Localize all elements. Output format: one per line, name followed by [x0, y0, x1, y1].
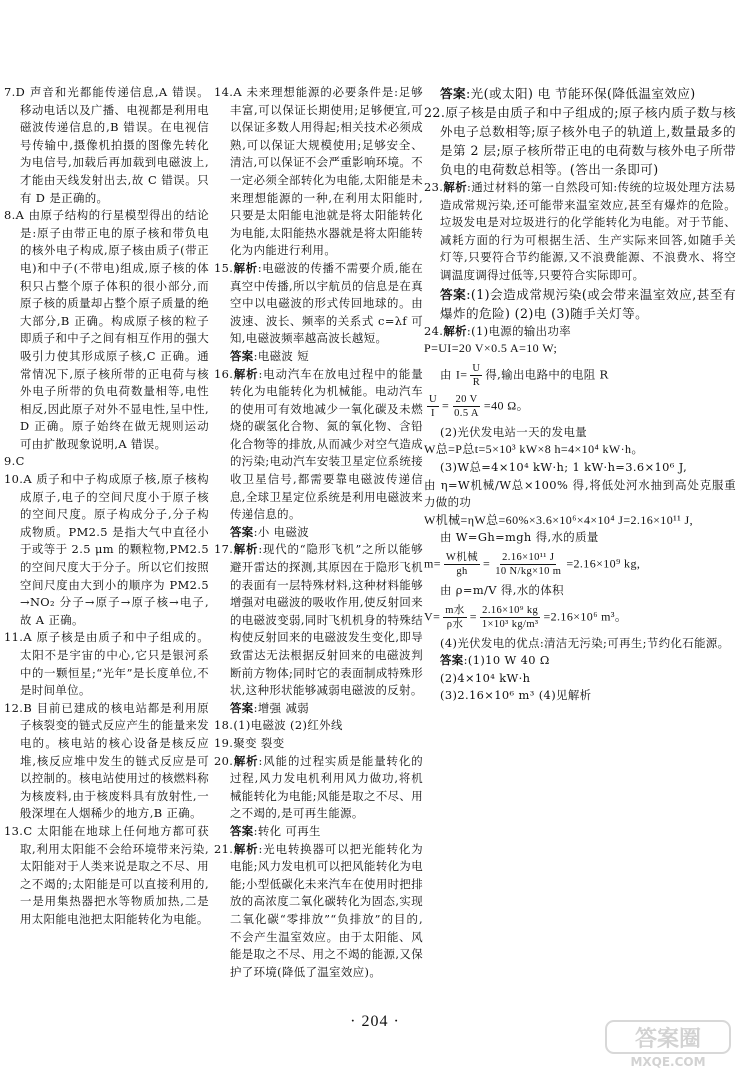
answer-label: 答案	[230, 524, 254, 539]
answer-15: 答案:电磁波 短	[230, 348, 310, 363]
question-10	[4, 471, 209, 629]
fraction-values	[493, 551, 563, 578]
question-number: 20.	[214, 753, 234, 768]
question-text: 聚变 裂变	[233, 735, 285, 750]
eq-volume: V= $\frac{\text{m水}}{\text{ρ水}}$ = $\frac{\text{2.16×10⁹ kg}}{\text{1×10³ kg/m³}}$ =2.16×10⁶ m³。	[424, 604, 628, 630]
answer-text: 小 电磁波	[257, 524, 310, 539]
question-number: 15.	[214, 260, 234, 275]
analysis-label: 解析	[443, 180, 468, 194]
question-14	[214, 84, 423, 260]
fraction-u-over-r	[470, 362, 482, 389]
fraction-den: ρ水	[446, 618, 464, 630]
fraction-num: 2.16×10¹¹ J	[502, 551, 555, 563]
question-7	[4, 84, 209, 207]
fraction-num: U	[472, 362, 481, 374]
answer-23: 答案:(1)会造成常规污染(或会带来温室效应,甚至有爆炸的危险) (2)电 (3)随手关灯等。	[440, 286, 736, 321]
fraction-num: U	[429, 393, 437, 405]
q24-intro: 24.解析:(1)电源的输出功率	[424, 323, 572, 338]
question-number: 8.A	[4, 208, 25, 223]
answer-24: 答案:(1)10 W 40 Ω	[440, 653, 550, 668]
fraction-den: 10 N/kg×10 m	[495, 565, 562, 577]
question-8	[4, 207, 209, 453]
question-text: 风能的过程实质是能量转化的过程,风力发电机利用风力做功,将机械能转化为电能;风能是取之不尽、用之不竭的,是可再生能源。	[230, 753, 423, 821]
question-number: 19.	[214, 735, 234, 750]
q24-part3d: 由 ρ=m/V 得,水的体积	[440, 582, 564, 597]
answer-16: 答案:小 电磁波	[230, 524, 310, 539]
column-middle	[214, 84, 423, 981]
question-text: 现代的“隐形飞机”之所以能够避开雷达的探测,其原因在于隐形飞机的表面有一层特殊材料,这种材料能够增强对电磁波的吸收作用,使反射回来的电磁波变弱,同时飞机机身的特殊结构使反射回来的电磁波发生变化,即导致雷达无法根据反射回来的电磁波判断前方物体;同时它的表面制成特殊形状,这种形状能够减弱电磁波的反射。	[230, 542, 423, 698]
answer-24-line2: (2)4×10⁴ kW·h	[440, 670, 531, 685]
question-22	[424, 103, 736, 179]
watermark-logo	[604, 1017, 732, 1069]
question-text: (1)电磁波 (2)红外线	[233, 718, 343, 733]
q24-part3: (3)W总=4×10⁴ kW·h; 1 kW·h=3.6×10⁶ J,	[440, 459, 688, 474]
q24-part2: (2)光伏发电站一天的发电量	[440, 424, 588, 439]
analysis-label: 解析	[233, 260, 258, 275]
fraction-den: I	[431, 407, 435, 419]
question-text: 太阳能在地球上任何地方都可获取,利用太阳能不会给环境带来污染,太阳能对于人类来说是取之不尽、用之不竭的;太阳能是可以直接利用的,一是用集热器把水等物质加热,二是用太阳能电池把太阳能转化为电能。	[20, 823, 209, 926]
question-13	[4, 823, 209, 929]
eq-power: P=UI=20 V×0.5 A=10 W;	[424, 341, 558, 356]
question-number: 7.D	[4, 85, 26, 99]
question-text: 电动汽车在放电过程中的能量转化为电能转化为机械能。电动汽车的使用可有效地减少一氧化碳及未燃烧的碳氢化合物、氮的氧化物、含铅化合物等的排放,从而减少对空气造成的污染;电动汽车安装卫星定位系统接收卫星信号,都需要靠电磁波传递信息,全球卫星定位系统是利用电磁波来传递信息的。	[230, 366, 423, 522]
watermark-url: MXQE.COM	[630, 1055, 706, 1069]
question-19	[214, 735, 423, 753]
question-12	[4, 700, 209, 823]
question-15: 15.解析:电磁波的传播不需要介质,能在真空中传播,所以宇航员的信息是在真空中以电磁波的形式传回地球的。由波速、波长、频率的关系式 c=λf 可知,电磁波频率越高波长越短。	[214, 260, 423, 346]
analysis-label: 解析	[233, 542, 259, 557]
watermark-logo-icon	[604, 1017, 732, 1069]
answer-text: 增强 减弱	[257, 700, 310, 715]
fraction-num: 2.16×10⁹ kg	[482, 604, 539, 616]
answer-24-line3: (3)2.16×10⁶ m³ (4)见解析	[440, 688, 592, 703]
answer-text: 转化 可再生	[257, 823, 321, 838]
analysis-label: 解析	[443, 323, 467, 338]
answer-21: 答案:光(或太阳) 电 节能环保(降低温室效应)	[440, 86, 696, 101]
fraction-num: m水	[445, 604, 465, 616]
eq-energy: W总=P总t=5×10³ kW×8 h=4×10⁴ kW·h。	[424, 442, 644, 457]
question-number: 14.A	[214, 85, 242, 99]
answer-text: (1)会造成常规污染(或会带来温室效应,甚至有爆炸的危险) (2)电 (3)随手关灯等。	[440, 286, 736, 321]
question-number: 22.	[424, 105, 446, 120]
eq-mass: m= $\frac{\text{W机械}}{gh}$ = $\frac{\text{2.16×10¹¹ J}}{10 N/kg\times 10 m}$ =2.16×10⁹ kg,	[424, 551, 641, 577]
watermark-text: 答案圈	[634, 1027, 702, 1052]
question-number: 16.	[214, 366, 234, 381]
fraction-den: 0.5 A	[454, 407, 479, 419]
analysis-label: 解析	[233, 366, 259, 381]
question-text: 质子和中子构成原子核,原子核构成原子,电子的空间尺度小于原子核的空间尺度。原子构成分子,分子构成物质。PM2.5 是指大气中直径小于或等于 2.5 μm 的颗粒物,PM2.5 的空间尺度大于分子。所以它们按照空间尺度由大到小的顺序为 PM2.5→NO₂ 分子→原子→原子核→电子,故 A 正确。	[20, 472, 210, 627]
question-text: 未来理想能源的必要条件是:足够丰富,可以保证长期使用;足够便宜,可以保证多数人用得起;相关技术必须成熟,可以保证大规模使用;足够安全、清洁,可以保证不会严重影响环境。不一定必须全部转化为电能,太阳能是未来理想能源的一种,在利用太阳能时,只要是太阳能电池就是将太阳能转化为电能,太阳能热水器就是将太阳能转化为内能进行利用。	[230, 85, 423, 258]
answer-label: 答案	[230, 700, 254, 715]
q24-intro-text: (1)电源的输出功率	[471, 323, 572, 338]
answer-17: 答案:增强 减弱	[230, 700, 310, 715]
question-number: 13.C	[4, 823, 33, 838]
q24-part3b: 由 η=W机械/W总×100% 得,将低处河水抽到高处克服重力做的功	[424, 477, 736, 510]
answer-label: 答案	[230, 348, 254, 363]
analysis-label: 解析	[233, 841, 259, 856]
answer-text: (1)10 W 40 Ω	[467, 653, 550, 668]
question-text: 目前已建成的核电站都是利用原子核裂变的链式反应产生的能量来发电的。核电站的核心设备是核反应堆,核反应堆中发生的链式反应是可以控制的。核电站使用过的核燃料称为核废料,由于核废料具有放射性,一般深埋在人烟稀少的地方,B 正确。	[20, 700, 209, 821]
eq-ohm-lead: 由	[440, 367, 452, 382]
eq-result: =2.16×10⁶ m³。	[543, 609, 628, 623]
fraction-values	[480, 604, 541, 631]
question-number: 23.	[424, 180, 444, 194]
answer-label: 答案	[440, 86, 466, 101]
question-21: 21.解析:光电转换器可以把光能转化为电能;风力发电机可以把风能转化为电能;小型低碳化未来汽车在使用时把排放的高浓度二氧化碳转化为固态,实现二氧化碳“零排放”“负排放”的目的,不会产生温室效应。由于太阳能、风能是取之不尽、用之不竭的能源,又保护了环境(降低了温室效应)。	[214, 841, 423, 979]
fraction-den: gh	[456, 565, 468, 577]
fraction-den: R	[472, 376, 481, 388]
question-23: 23.解析:通过材料的第一自然段可知:传统的垃圾处理方法易造成常规污染,还可能带来温室效应,甚至有爆炸的危险。垃圾发电是对垃圾进行的化学能转化为电能。对于节能、减耗方面的行为可根据生活、生产实际来回答,如随手关灯等,只要符合节约能源,又不浪费能源、不浪费水、将空调温度调得过低等,只要符合实际即可。	[424, 180, 736, 282]
answer-label: 答案	[230, 823, 254, 838]
question-text: 通过材料的第一自然段可知:传统的垃圾处理方法易造成常规污染,还可能带来温室效应,甚至有爆炸的危险。垃圾发电是对垃圾进行的化学能转化为电能。对于节能、减耗方面的行为可根据生活、生产实际来回答,如随手关灯等,只要符合节约能源,又不浪费能源、不浪费水、将空调温度调得过低等,只要符合实际即可。	[440, 180, 736, 282]
answer-label: 答案	[440, 653, 464, 668]
column-left	[4, 84, 209, 929]
fraction-values	[452, 393, 481, 420]
fraction-den: 1×10³ kg/m³	[481, 618, 539, 630]
answer-text: 光(或太阳) 电 节能环保(降低温室效应)	[470, 86, 696, 101]
fraction-num: 20 V	[455, 393, 478, 405]
question-9	[4, 453, 209, 471]
question-20: 20.解析:风能的过程实质是能量转化的过程,风力发电机利用风力做功,将机械能转化为电能;风能是取之不尽、用之不竭的,是可再生能源。	[214, 753, 423, 821]
fraction-w-over-gh	[444, 551, 480, 578]
answer-label: 答案	[440, 286, 467, 302]
question-number: 11.A	[4, 630, 32, 645]
question-24	[424, 323, 736, 705]
question-text: 原子核是由质子和中子组成的。太阳不是宇宙的中心,它只是银河系中的一颗恒星;“光年”是长度单位,不是时间单位。	[20, 630, 209, 698]
question-17: 17.解析:现代的“隐形飞机”之所以能够避开雷达的探测,其原因在于隐形飞机的表面有一层特殊材料,这种材料能够增强对电磁波的吸收作用,使反射回来的电磁波变弱,同时飞机机身的特殊结构使反射回来的电磁波发生变化,即导致雷达无法根据反射回来的电磁波判断前方物体;同时它的表面制成特殊形状,这种形状能够减弱电磁波的反射。	[214, 542, 423, 698]
question-number: 17.	[214, 542, 234, 557]
eq-resistance	[424, 393, 736, 420]
eq-mech-work: W机械=ηW总=60%×3.6×10⁶×4×10⁴ J=2.16×10¹¹ J,	[424, 512, 693, 527]
question-11	[4, 629, 209, 699]
question-number: 9.C	[4, 454, 25, 469]
question-text: 原子核是由质子和中子组成的;原子核内质子数与核外电子总数相等;原子核外电子的轨道上,数量最多的是第 2 层;原子核所带正电的电荷数与核外电子所带负电的电荷数总相等。(答出一条即可)	[440, 105, 736, 177]
eq-result: =2.16×10⁹ kg,	[566, 556, 641, 571]
eq-ohm: 由 I= $\frac{U}{R}$ 得,输出电路中的电阻 R	[440, 362, 609, 388]
question-number: 12.B	[4, 700, 33, 715]
analysis-label: 解析	[233, 753, 259, 768]
fraction-m-over-rho	[443, 604, 466, 631]
question-16: 16.解析:电动汽车在放电过程中的能量转化为电能转化为机械能。电动汽车的使用可有效地减少一氧化碳及未燃烧的碳氢化合物、氮的氧化物、含铅化合物等的排放,从而减少对空气造成的污染;电动汽车安装卫星定位系统接收卫星信号,都需要靠电磁波传递信息,全球卫星定位系统是利用电磁波来传递信息的。	[214, 366, 423, 522]
eq-result: =40 Ω。	[483, 398, 530, 413]
question-number: 21.	[214, 841, 234, 856]
column-right	[424, 84, 736, 705]
eq-sign: =	[441, 398, 450, 413]
answer-text: 电磁波 短	[257, 348, 310, 363]
q24-part4: (4)光伏发电的优点:清洁无污染;可再生;节约化石能源。	[440, 635, 730, 650]
question-text: 由原子结构的行星模型得出的结论是:原子由带正电的原子核和带负电的核外电子构成,原子核由质子(带正电)和中子(不带电)组成,原子核的体积只占整个原子体积的很小部分,而原子核的质量却占整个原子质量的绝大部分,B 正确。构成原子核的粒子即质子和中子之间有相互作用的强大吸引力使其形成原子核,C 正确。通常情况下,原子核所带的正电荷与核外电子所带的负电荷数量相等,电性相反,因此原子对外不显电性,呈中性,D 正确。原子始终在做无规则运动可由扩散现象说明,A 错误。	[20, 208, 209, 451]
question-number: 24.	[424, 323, 444, 338]
question-text: 电磁波的传播不需要介质,能在真空中传播,所以宇航员的信息是在真空中以电磁波的形式传回地球的。由波速、波长、频率的关系式 c=λf 可知,电磁波频率越高波长越短。	[230, 260, 423, 346]
question-18	[214, 717, 423, 735]
question-text: 声音和光都能传递信息,A 错误。移动电话以及广播、电视都是利用电磁波传递信息的,B 错误。在电视信号传输中,摄像机拍摄的图像先转化为电信号,加载后再加载到电磁波上,才能由天线发射出去,故 C 错误。只有 D 是正确的。	[20, 85, 209, 205]
question-number: 10.A	[4, 472, 32, 487]
q24-part3c: 由 W=Gh=mgh 得,水的质量	[440, 530, 599, 545]
answer-20: 答案:转化 可再生	[230, 823, 321, 838]
eq-ohm-tail: 得,输出电路中的电阻 R	[485, 367, 609, 382]
fraction-u-over-i	[427, 393, 439, 420]
page-number: · 204 ·	[350, 1013, 400, 1030]
fraction-num: W机械	[445, 551, 479, 563]
question-text: 光电转换器可以把光能转化为电能;风力发电机可以把风能转化为电能;小型低碳化未来汽车在使用时把排放的高浓度二氧化碳转化为固态,实现二氧化碳“零排放”“负排放”的目的,不会产生温室效应。由于太阳能、风能是取之不尽、用之不竭的能源,又保护了环境(降低了温室效应)。	[230, 841, 423, 979]
question-number: 18.	[214, 718, 234, 733]
